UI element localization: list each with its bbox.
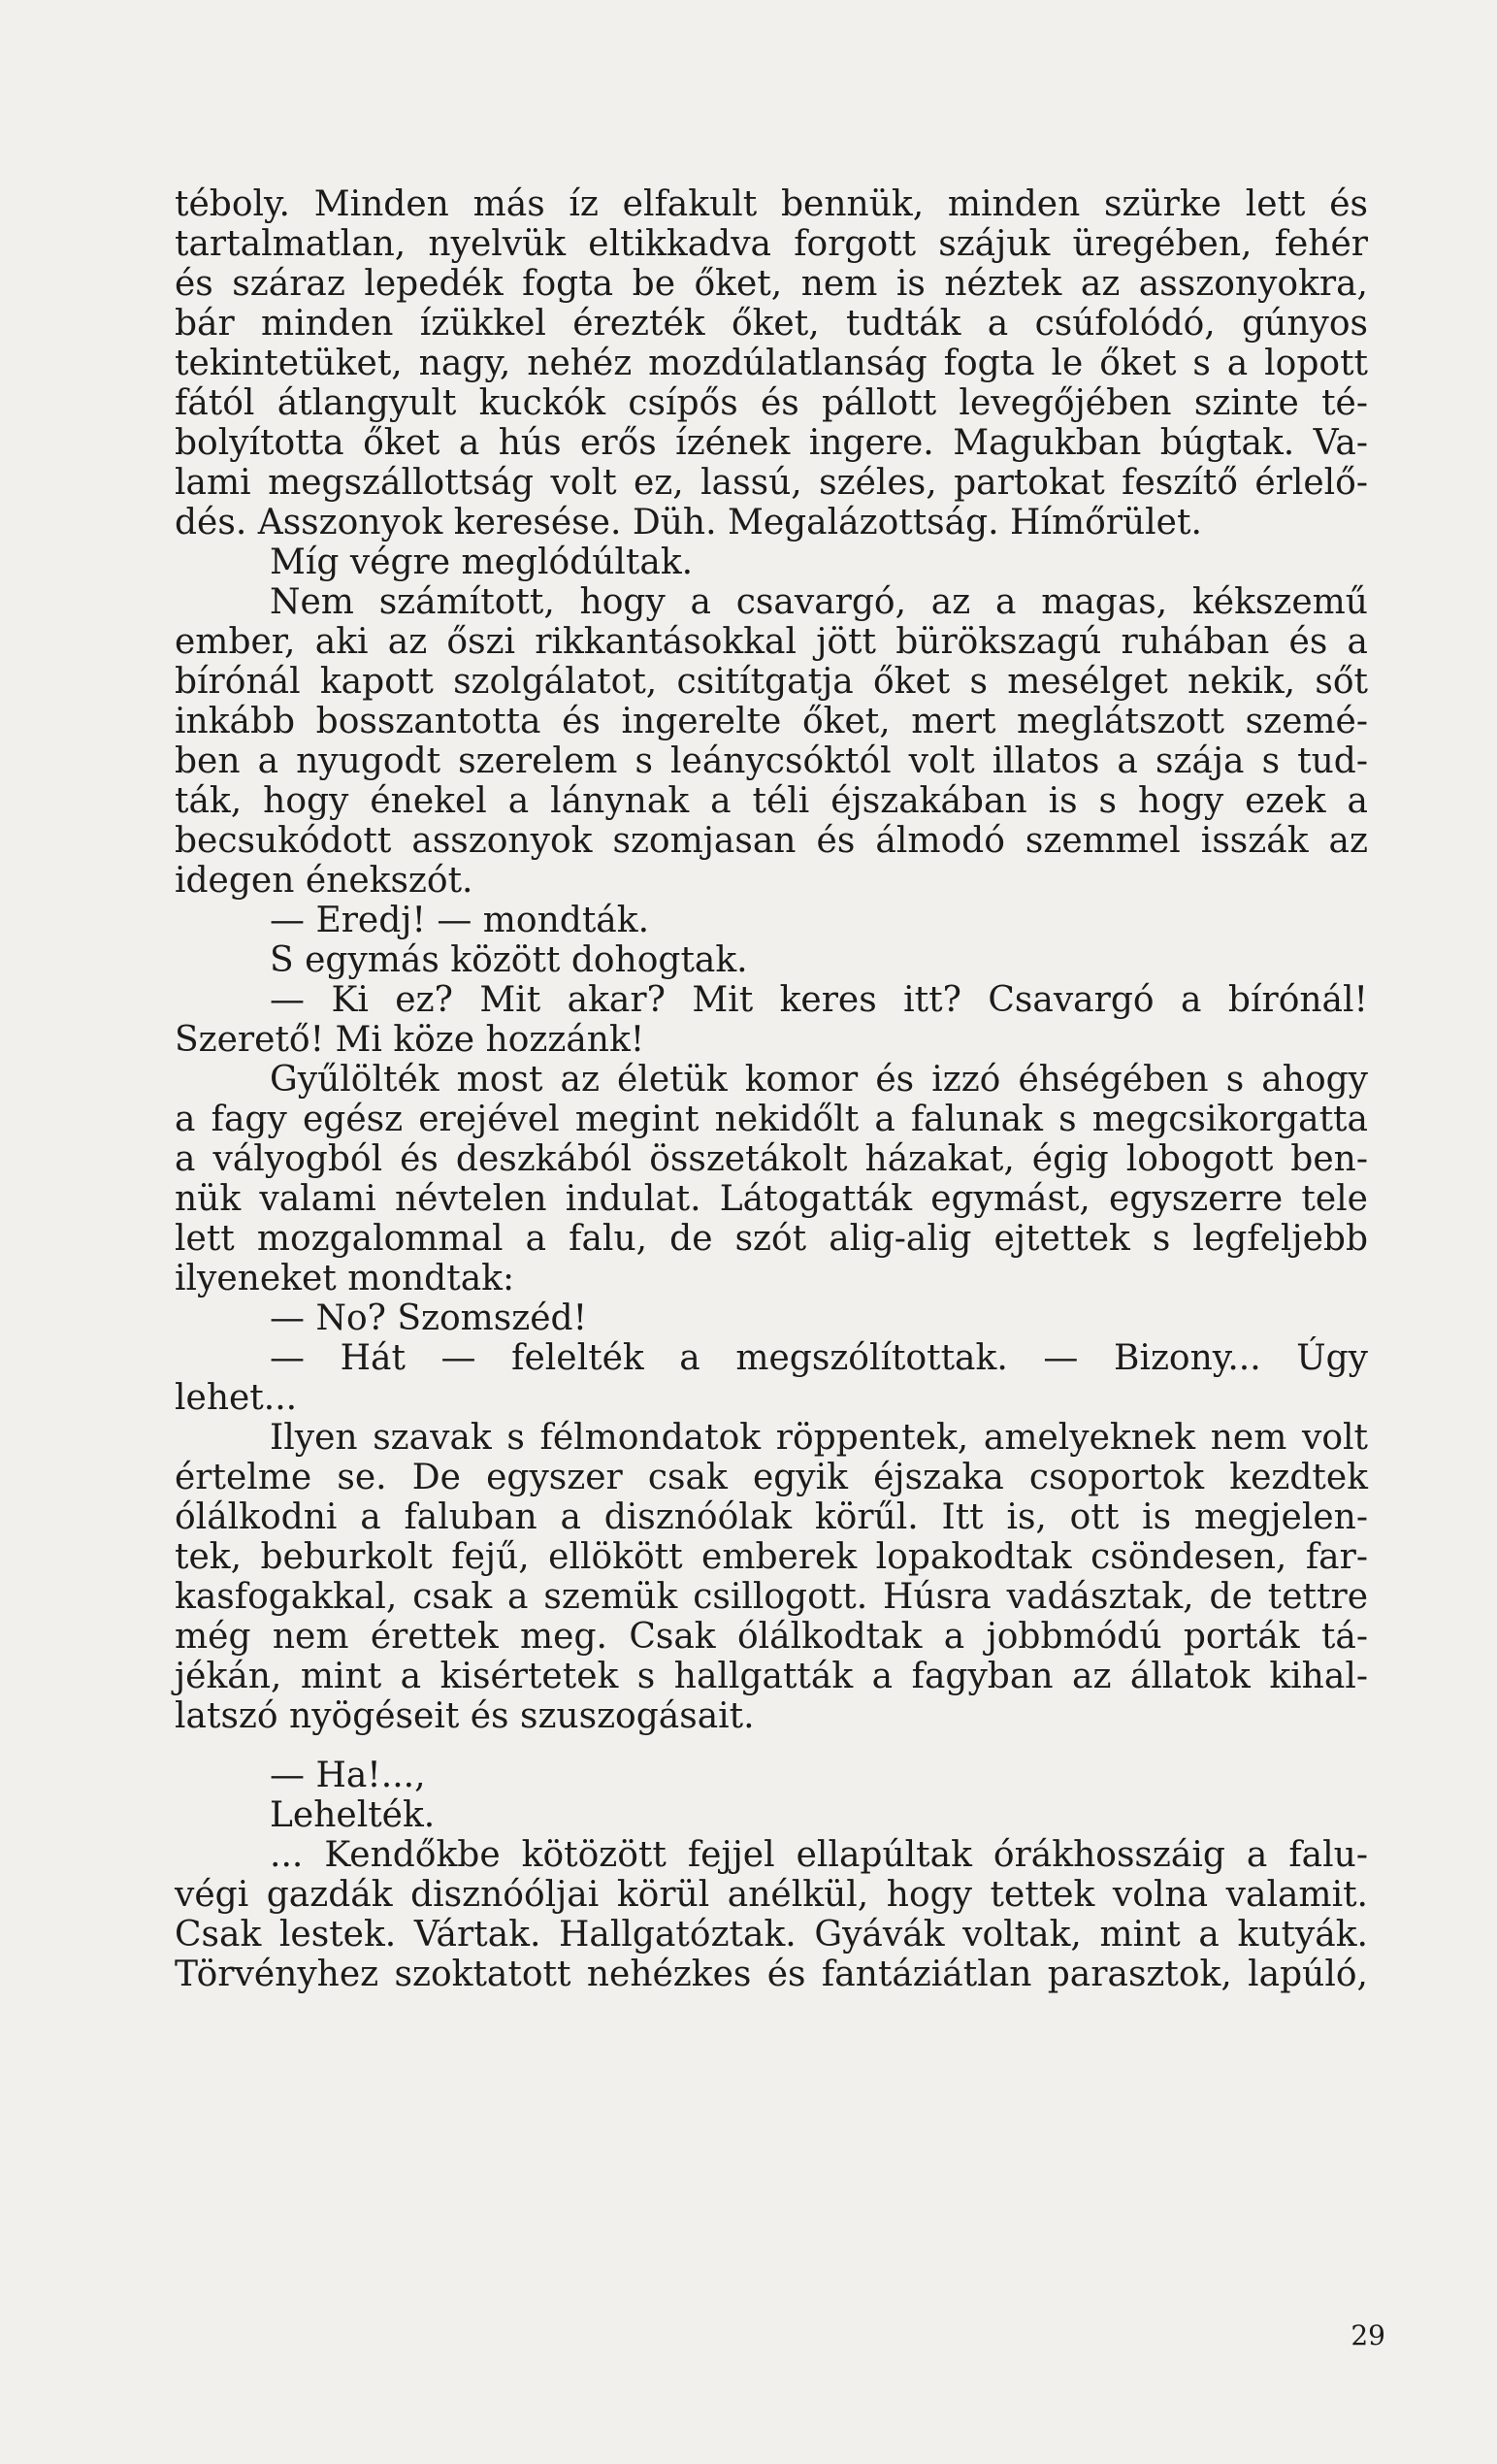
text-line: dés. Asszonyok keresése. Düh. Megalázottság. Hímőrület. (175, 503, 1202, 542)
text-line: Csak lestek. Vártak. Hallgatóztak. Gyávák voltak, mint a kutyák. (175, 1915, 1368, 1955)
text-line: — Hát — felelték a megszólítottak. — Bizony... Úgy (270, 1338, 1368, 1378)
text-line: Ilyen szavak s félmondatok röppentek, amelyeknek nem volt (270, 1418, 1368, 1458)
text-line: — No? Szomszéd! (270, 1298, 588, 1338)
text-line: ben a nyugodt szerelem s leánycsóktól volt illatos a szája s tud- (175, 741, 1368, 781)
text-line: téboly. Minden más íz elfakult bennük, minden szürke lett és (175, 184, 1368, 224)
text-line: és száraz lepedék fogta be őket, nem is néztek az asszonyokra, (175, 264, 1368, 304)
text-line: Míg végre meglódúltak. (270, 542, 694, 582)
text-line: lami megszállottság volt ez, lassú, széles, partokat feszítő érlelő- (175, 463, 1368, 503)
text-line: még nem érettek meg. Csak ólálkodtak a jobbmódú porták tá- (175, 1617, 1368, 1657)
text-line: inkább bosszantotta és ingerelte őket, mert meglátszott szemé- (175, 702, 1368, 741)
text-line: becsukódott asszonyok szomjasan és álmodó szemmel isszák az (175, 821, 1368, 861)
text-line: ... Kendőkbe kötözött fejjel ellapúltak órákhosszáig a falu- (270, 1835, 1368, 1875)
text-line: tekintetüket, nagy, nehéz mozdúlatlanság fogta le őket s a lopott (175, 344, 1368, 383)
text-line: bár minden ízükkel érezték őket, tudták a csúfolódó, gúnyos (175, 304, 1368, 344)
text-line: lehet... (175, 1378, 298, 1418)
text-line: ólálkodni a faluban a disznóólak körűl. Itt is, ott is megjelen- (175, 1497, 1368, 1537)
text-line: nük valami névtelen indulat. Látogatták egymást, egyszerre tele (175, 1179, 1368, 1219)
text-line: Lehelték. (270, 1795, 436, 1835)
text-line: kasfogakkal, csak a szemük csillogott. Húsra vadásztak, de tettre (175, 1577, 1368, 1617)
text-line: ták, hogy énekel a lánynak a téli éjszakában is s hogy ezek a (175, 781, 1368, 821)
text-line: S egymás között dohogtak. (270, 940, 748, 980)
page-number: 29 (1351, 2319, 1385, 2351)
text-line: végi gazdák disznóóljai körül anélkül, hogy tettek volna valamit. (175, 1875, 1368, 1915)
text-line: — Ki ez? Mit akar? Mit keres itt? Csavargó a bírónál! (270, 980, 1368, 1020)
text-line: bolyította őket a hús erős ízének ingere. Magukban búgtak. Va- (175, 423, 1368, 463)
text-line: ember, aki az őszi rikkantásokkal jött bürökszagú ruhában és a (175, 622, 1368, 662)
text-line: — Ha!..., (270, 1756, 426, 1795)
text-line: latszó nyögéseit és szuszogásait. (175, 1696, 755, 1736)
text-line: tartalmatlan, nyelvük eltikkadva forgott szájuk üregében, fehér (175, 224, 1368, 264)
text-line: — Eredj! — mondták. (270, 901, 650, 940)
text-line: ilyeneket mondtak: (175, 1259, 515, 1298)
text-line: Gyűlölték most az életük komor és izzó éhségében s ahogy (270, 1060, 1368, 1100)
text-line: fától átlangyult kuckók csípős és pállott levegőjében szinte té- (175, 383, 1368, 423)
text-line: Nem számított, hogy a csavargó, az a magas, kékszemű (270, 582, 1368, 622)
text-line: idegen énekszót. (175, 861, 473, 901)
text-line: a vályogból és deszkából összetákolt házakat, égig lobogott ben- (175, 1139, 1368, 1179)
text-line: Szerető! Mi köze hozzánk! (175, 1020, 645, 1060)
text-line: bírónál kapott szolgálatot, csitítgatja őket s mesélget nekik, sőt (175, 662, 1368, 702)
body-text (175, 184, 1368, 1994)
text-line: lett mozgalommal a falu, de szót alig-alig ejtettek s legfeljebb (175, 1219, 1368, 1259)
text-line: a fagy egész erejével megint nekidőlt a falunak s megcsikorgatta (175, 1100, 1368, 1139)
text-line: tek, beburkolt fejű, ellökött emberek lopakodtak csöndesen, far- (175, 1537, 1368, 1577)
text-line: értelme se. De egyszer csak egyik éjszaka csoportok kezdtek (175, 1458, 1368, 1497)
paragraph-gap (175, 1736, 1368, 1756)
text-line: jékán, mint a kisértetek s hallgatták a fagyban az állatok kihal- (175, 1657, 1368, 1696)
text-line: Törvényhez szoktatott nehézkes és fantáziátlan parasztok, lapúló, (175, 1955, 1368, 1994)
